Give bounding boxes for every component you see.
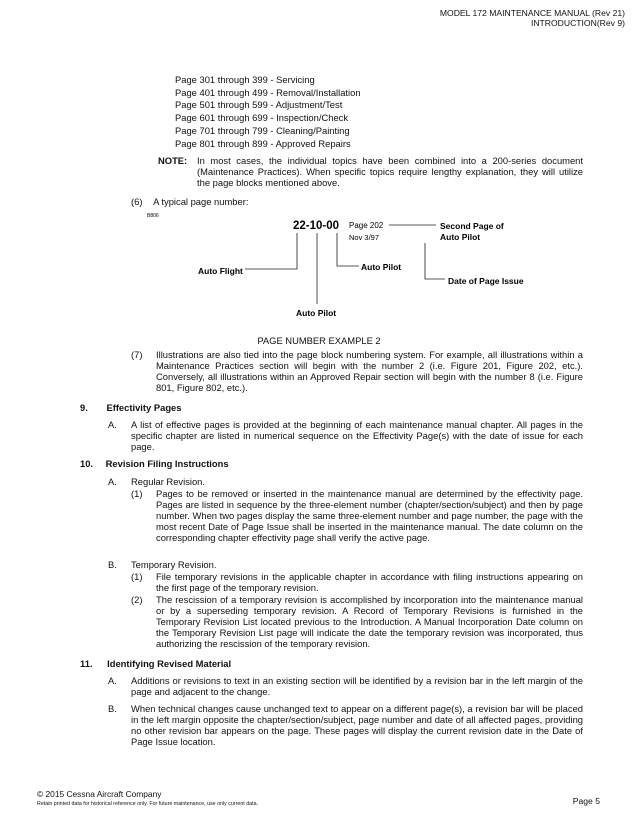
figure-caption: PAGE NUMBER EXAMPLE 2 — [257, 335, 381, 346]
figure-code: B806 — [147, 213, 159, 219]
section-title: Effectivity Pages — [106, 402, 182, 413]
note-text: In most cases, the individual topics have been combined into a 200-series document (Maintenance Practices). When specific topics require lengthy explanation, they will utilize the page blocks mentioned above. — [197, 155, 583, 188]
section-10-b2 — [131, 594, 583, 649]
section-number: 9. — [80, 402, 88, 413]
item-text: When technical changes cause unchanged text to appear on a different page(s), a revision bar will be placed in the left margin opposite the chapter/section/subject, page number and date of all affected pages, providing no other revision bar appears on the page. These pages will display the current revision date in the Date of Page Issue location. — [131, 703, 583, 747]
section-10-heading — [80, 458, 229, 469]
section-9-a — [108, 419, 583, 452]
section-title: INTRODUCTION(Rev 9) — [530, 18, 625, 28]
section-10-b — [108, 559, 216, 570]
item-text: The rescission of a temporary revision is accomplished by incorporation into the maintenance manual or by a superseding temporary revision. A Record of Temporary Revisions is furnished in the Temporary Revision List located previous to the Introduction. A Manual Incorporation Date column on the Temporary Revision List page will indicate the date the temporary revision was incorporated, thus authorizing the rescission of the temporary revision. — [156, 594, 583, 649]
section-10-b1 — [131, 571, 583, 593]
item-text: A typical page number: — [153, 196, 249, 207]
note-label: NOTE: — [158, 155, 188, 166]
section-title: Revision Filing Instructions — [105, 458, 229, 469]
figure-date: Nov 3/97 — [349, 233, 380, 242]
section-11-heading — [80, 658, 231, 669]
item-number: (6) — [131, 196, 143, 207]
section-11-b — [108, 703, 583, 747]
item-label: A. — [108, 476, 117, 487]
figure-second-page-line2: Auto Pilot — [440, 232, 481, 242]
figure-leader-lines — [245, 225, 445, 304]
item-label: A. — [108, 419, 117, 430]
item-label: A. — [108, 675, 117, 686]
figure-auto-flight: Auto Flight — [198, 266, 243, 276]
item-7 — [131, 349, 583, 393]
page-number: Page 5 — [572, 796, 600, 806]
figure-date-issue: Date of Page Issue — [448, 276, 524, 286]
list-item: Page 801 through 899 - Approved Repairs — [175, 137, 351, 149]
item-label: B. — [108, 559, 117, 570]
list-item: Page 301 through 399 - Servicing — [175, 74, 315, 85]
item-text: Illustrations are also tied into the page block numbering system. For example, all illustrations within a Maintenance Practices section will begin with the number 2 (i.e. Figure 201, Figure 202, etc.). Conversely, all illustrations within an Approved Repair section will begin with the number 8 (i.e. Figure 801, Figure 802, etc.). — [156, 349, 583, 393]
section-9-heading — [80, 402, 181, 413]
item-label: B. — [108, 703, 117, 714]
section-title: Identifying Revised Material — [107, 658, 232, 669]
item-text: Additions or revisions to text in an existing section will be identified by a revision bar in the left margin of the page and adjacent to the change. — [131, 675, 583, 697]
copyright: © 2015 Cessna Aircraft Company — [37, 789, 162, 799]
item-text: File temporary revisions in the applicable chapter in accordance with filing instructions appearing on the first page of the temporary revision. — [156, 571, 583, 593]
item-title: Regular Revision. — [131, 476, 205, 487]
list-item: Page 601 through 699 - Inspection/Check — [175, 112, 349, 124]
figure-second-page-line1: Second Page of — [440, 221, 504, 231]
item-number: (1) — [131, 571, 143, 582]
figure-auto-pilot-bottom: Auto Pilot — [296, 308, 337, 318]
figure-page: Page 202 — [349, 221, 384, 230]
item-number: (1) — [131, 488, 143, 499]
item-number: (7) — [131, 349, 143, 360]
section-10-a — [108, 476, 205, 487]
list-item: Page 701 through 799 - Cleaning/Painting — [175, 124, 350, 136]
section-10-a1 — [131, 488, 583, 543]
manual-title: MODEL 172 MAINTENANCE MANUAL (Rev 21) — [439, 8, 625, 18]
item-text: Pages to be removed or inserted in the maintenance manual are determined by the effectivity page. Pages are listed in sequence by the three-element number (chapter/section/subject) and then by page number. When two pages display the same three-element number and page number, the page with the most recent Date of Page Issue shall be inserted in the maintenance manual. The date column on the corresponding chapter effectivity page shall verify the active page. — [156, 488, 583, 543]
list-item: Page 401 through 499 - Removal/Installation — [175, 86, 361, 98]
section-number: 10. — [80, 458, 94, 469]
list-item: Page 501 through 599 - Adjustment/Test — [175, 99, 343, 111]
item-text: A list of effective pages is provided at the beginning of each maintenance manual chapter. All pages in the specific chapter are listed in numerical sequence on the Effectivity Page(s) with the date of issue for each page. — [131, 419, 583, 452]
figure-auto-pilot-mid: Auto Pilot — [361, 262, 402, 272]
item-number: (2) — [131, 594, 143, 605]
disclaimer: Retain printed data for historical reference only. For future maintenance, use only current data. — [37, 801, 259, 807]
page-number-figure — [0, 0, 638, 340]
section-11-a — [108, 675, 583, 697]
figure-page-number: 22-10-00 — [293, 220, 340, 232]
item-title: Temporary Revision. — [131, 559, 217, 570]
section-number: 11. — [80, 658, 93, 669]
